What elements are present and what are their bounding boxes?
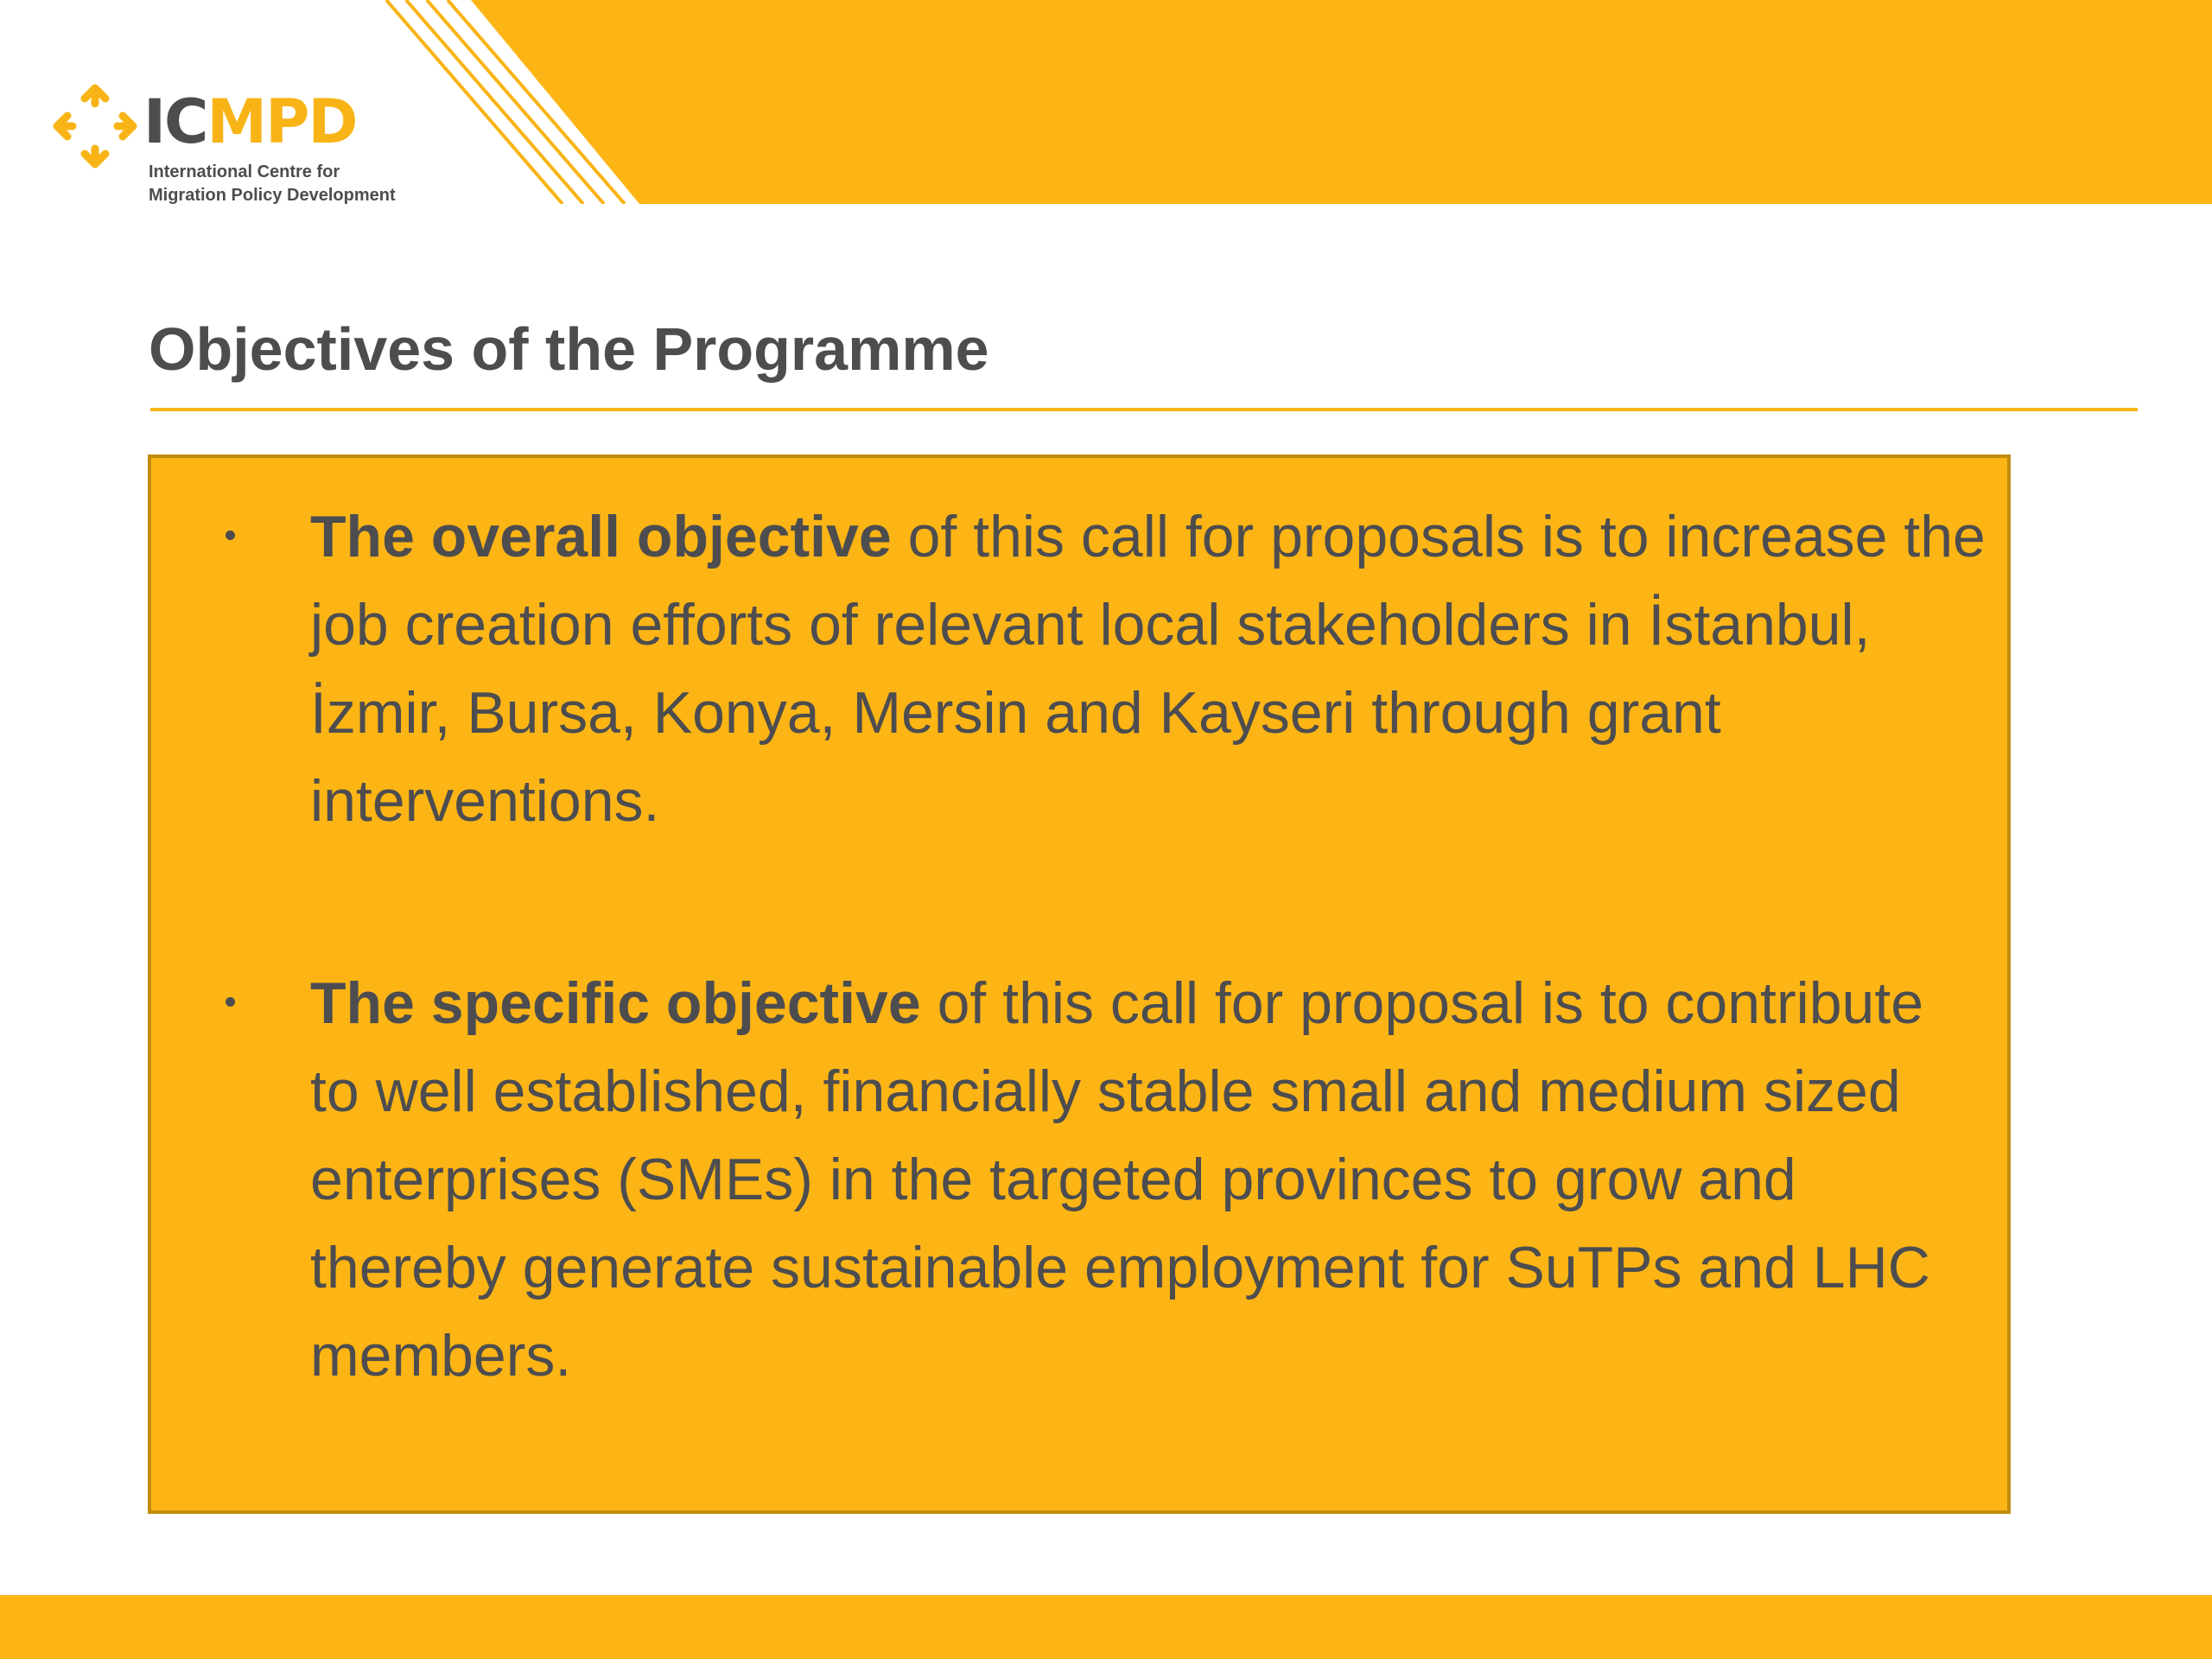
objective-body: of this call for proposals is to increase the job creation efforts of relevant local stakeholders in İstanbul, İzmir, Bursa, Konya, Mersin and Kayseri through grant interventions. <box>310 504 1986 834</box>
four-arrows-icon <box>52 83 138 169</box>
page-title: Objectives of the Programme <box>149 315 989 383</box>
objective-lead: The specific objective <box>310 970 921 1036</box>
logo-tagline <box>149 161 396 207</box>
footer-band <box>0 1595 2212 1659</box>
objective-body: of this call for proposal is to contribute to well established, financially stable small and medium sized enterprises (SMEs) in the targeted provinces to grow and thereby generate sustainable employment for SuTPs and LHC members. <box>310 970 1930 1389</box>
objective-lead: The overall objective <box>310 504 892 569</box>
logo-tagline-line1: International Centre for <box>149 162 340 181</box>
logo-wordmark-accent: MPD <box>207 86 357 157</box>
logo-wordmark-dark: IC <box>143 86 207 157</box>
objective-text <box>310 493 1986 845</box>
objectives-box <box>148 454 2011 1514</box>
title-divider <box>150 408 2138 411</box>
icmpd-logo <box>52 79 432 218</box>
logo-wordmark <box>143 88 357 156</box>
logo-tagline-line2: Migration Policy Development <box>149 186 396 205</box>
bullet-icon <box>226 531 235 540</box>
bullet-icon <box>226 997 235 1007</box>
objective-text <box>310 959 1986 1400</box>
